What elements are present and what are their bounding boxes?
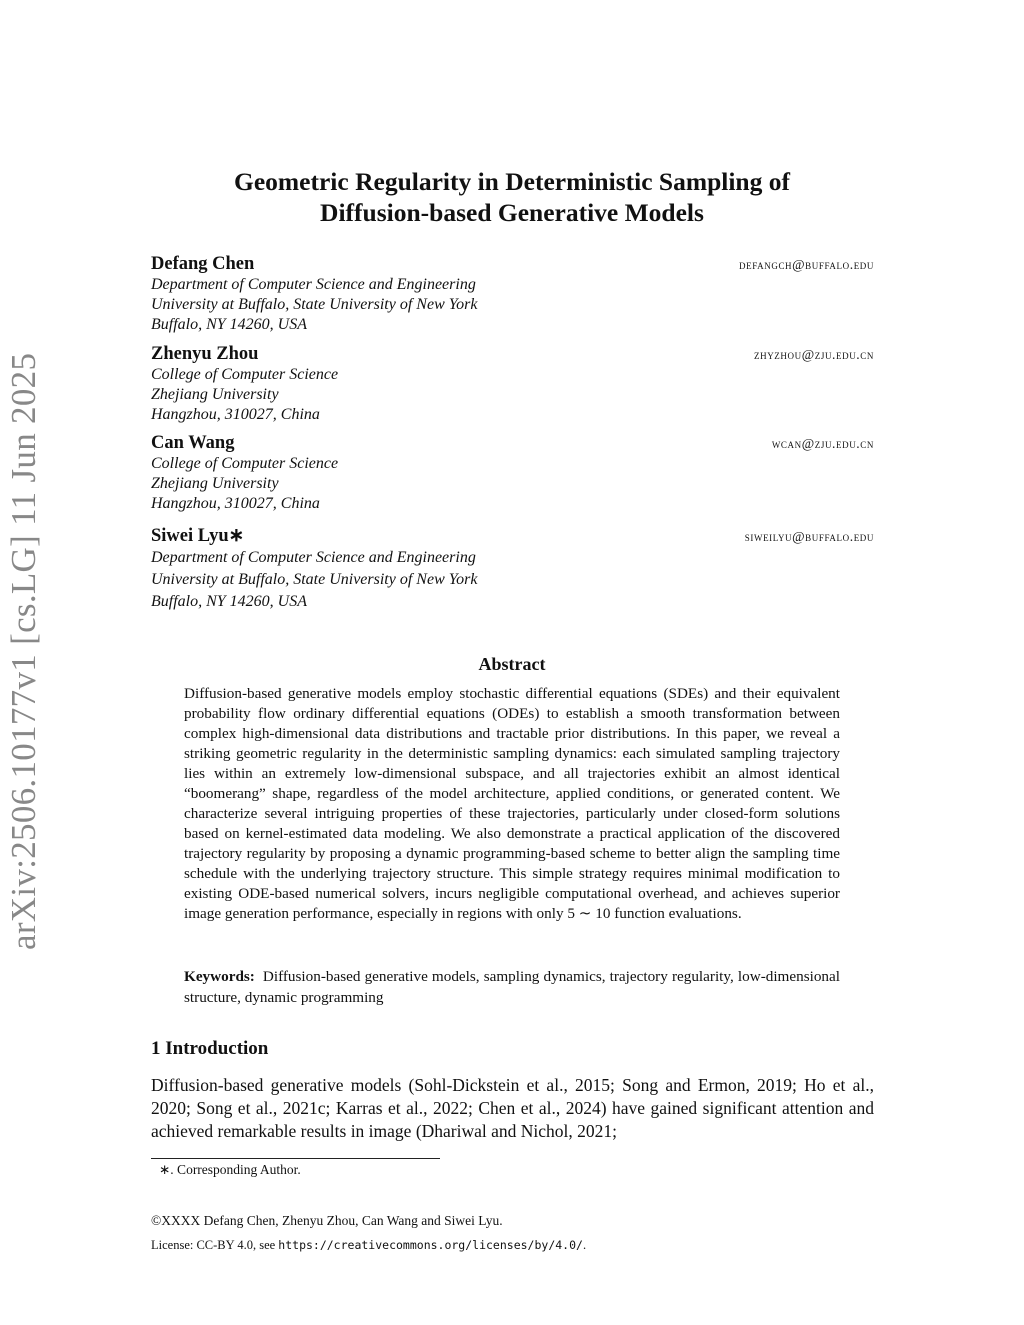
license-suffix: . bbox=[582, 1238, 587, 1252]
author-affiliation-line: Zhejiang University bbox=[151, 475, 279, 492]
copyright-line: ©XXXX Defang Chen, Zhenyu Zhou, Can Wang and Siwei Lyu. bbox=[151, 1213, 503, 1228]
abstract-text: Diffusion-based generative models employ stochastic differential equations (SDEs) and their equivalent probability flow ordinary differential equations (ODEs) to establish a smooth transformation between complex high-dimensional data distributions and tractable prior distributions. In this paper, we reveal a striking geometric regularity in the deterministic sampling dynamics: each simulated sampling trajectory lies within an extremely low-dimensional subspace, and all trajectories exhibit an almost identical “boomerang” shape, regardless of the model architecture, applied conditions, or generated content. We characterize several intriguing properties of these trajectories, particularly under closed-form solutions based on kernel-estimated data modeling. We also demonstrate a practical application of the discovered trajectory regularity by proposing a dynamic programming-based scheme to better align the sampling time schedule with the underlying trajectory structure. This simple strategy requires minimal modification to existing ODE-based numerical solvers, incurs negligible computational overhead, and achieves superior image generation performance, especially in regions with only 5 ∼ 10 function evaluations. bbox=[184, 685, 840, 922]
author-affiliation-line: Department of Computer Science and Engineering bbox=[151, 549, 476, 566]
keywords-text: Diffusion-based generative models, sampling dynamics, trajectory regularity, low-dimensional structure, dynamic programming bbox=[184, 968, 840, 1006]
author-affiliation-line: Buffalo, NY 14260, USA bbox=[151, 316, 308, 333]
author-affiliation-line: Hangzhou, 310027, China bbox=[151, 406, 320, 423]
introduction-paragraph: Diffusion-based generative models (Sohl-Dickstein et al., 2015; Song and Ermon, 2019; Ho et al., 2020; Song et al., 2021c; Karras et al., 2022; Chen et al., 2024) have gained significant attention and achieved remarkable results in image (Dhariwal and Nichol, 2021; bbox=[151, 1075, 874, 1141]
author-name: Can Wang bbox=[151, 433, 235, 453]
keywords-label: Keywords: bbox=[184, 968, 255, 985]
keywords bbox=[184, 966, 840, 1008]
license-link[interactable]: https://creativecommons.org/licenses/by/4.0/ bbox=[278, 1238, 583, 1252]
author-affiliation-line: Zhejiang University bbox=[151, 386, 279, 403]
abstract-heading: Abstract bbox=[478, 654, 546, 674]
author-affiliation-line: University at Buffalo, State University of New York bbox=[151, 296, 478, 313]
paper-title bbox=[150, 166, 874, 228]
license-prefix: License: CC-BY 4.0, see bbox=[151, 1238, 279, 1252]
author-email[interactable]: siweilyu@buffalo.edu bbox=[744, 529, 874, 544]
author-email[interactable]: zhyzhou@zju.edu.cn bbox=[754, 347, 874, 362]
section-heading-introduction: 1 Introduction bbox=[151, 1038, 269, 1059]
author-affiliation-line: College of Computer Science bbox=[151, 455, 339, 472]
author-name: Defang Chen bbox=[151, 254, 255, 274]
footnote: ∗. Corresponding Author. bbox=[159, 1162, 301, 1177]
author-block bbox=[151, 433, 874, 514]
title-line-2: Diffusion-based Generative Models bbox=[320, 198, 704, 227]
license-line bbox=[151, 1238, 586, 1253]
author-affiliation-line: Hangzhou, 310027, China bbox=[151, 495, 320, 512]
author-affiliation-line: Buffalo, NY 14260, USA bbox=[151, 593, 308, 610]
author-email[interactable]: wcan@zju.edu.cn bbox=[771, 436, 874, 451]
author-name: Zhenyu Zhou bbox=[151, 344, 259, 364]
author-email[interactable]: defangch@buffalo.edu bbox=[739, 257, 874, 272]
author-name: Siwei Lyu∗ bbox=[151, 526, 245, 546]
footnote-divider bbox=[151, 1158, 440, 1159]
author-block bbox=[151, 254, 874, 335]
author-affiliation-line: Department of Computer Science and Engineering bbox=[151, 276, 476, 293]
author-affiliation-line: College of Computer Science bbox=[151, 366, 339, 383]
title-line-1: Geometric Regularity in Deterministic Sampling of bbox=[234, 167, 790, 196]
arxiv-identifier: arXiv:2506.10177v1 [cs.LG] 11 Jun 2025 bbox=[4, 352, 43, 950]
author-affiliation-line: University at Buffalo, State University of New York bbox=[151, 571, 478, 588]
author-block bbox=[151, 525, 874, 613]
author-block bbox=[151, 344, 874, 425]
